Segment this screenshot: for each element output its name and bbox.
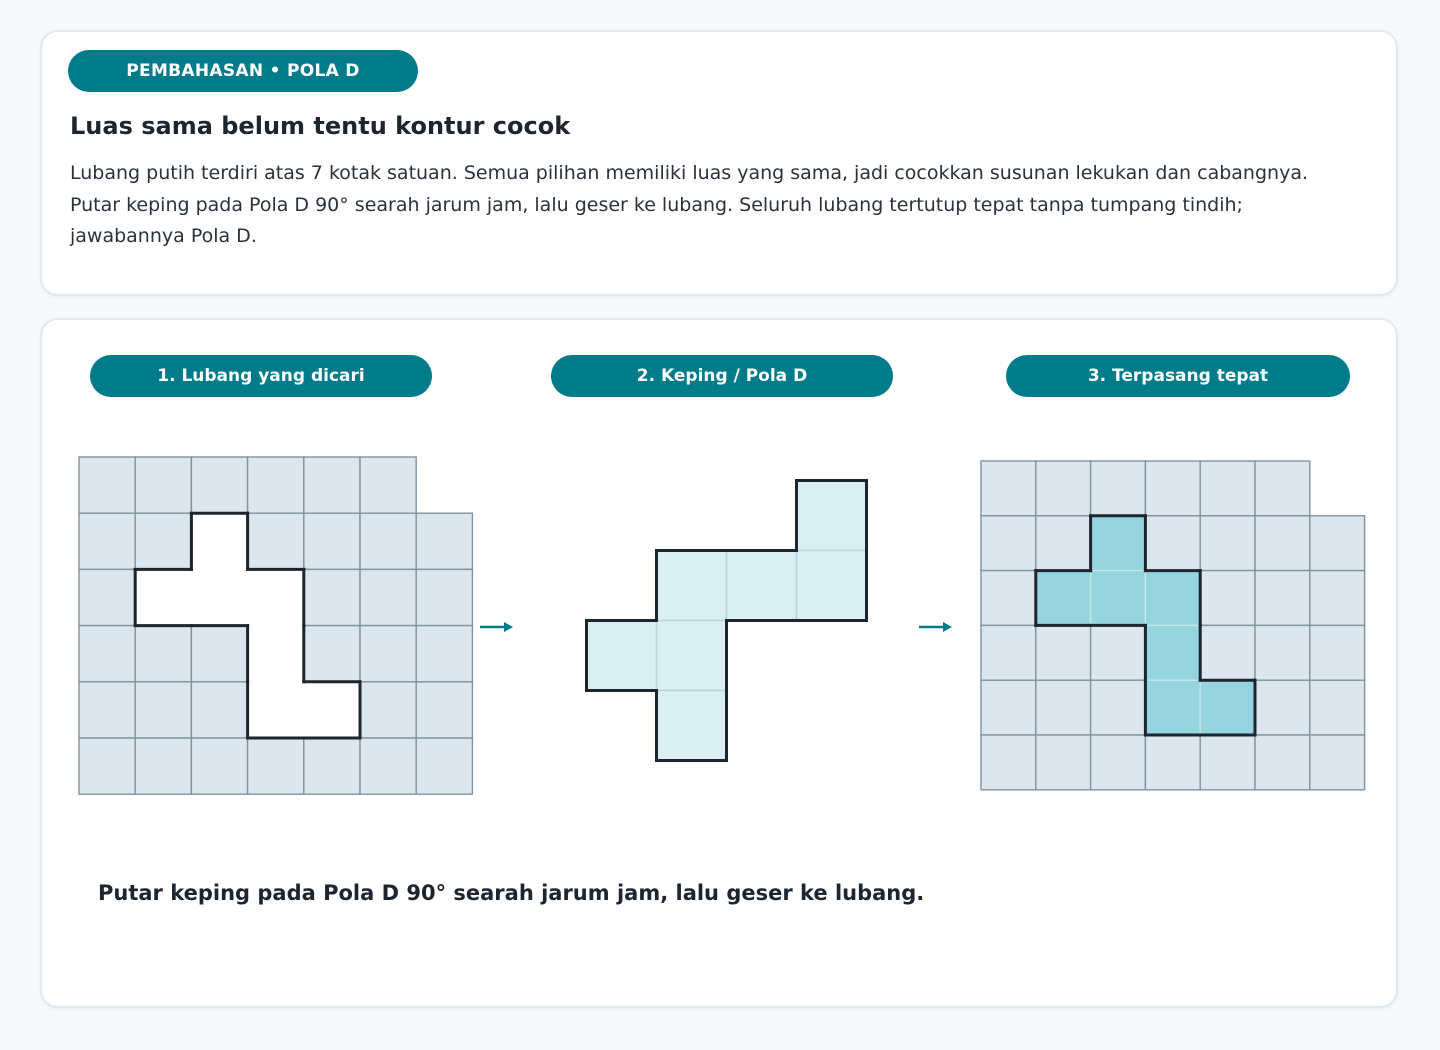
board-cell bbox=[1200, 571, 1255, 626]
board-cell bbox=[304, 569, 360, 625]
explanation-card bbox=[40, 30, 1398, 296]
board-cell bbox=[360, 569, 416, 625]
board-cell bbox=[304, 738, 360, 794]
piece-cell bbox=[657, 691, 727, 761]
board-cell bbox=[416, 513, 472, 569]
board-cell bbox=[1200, 461, 1255, 516]
board-cell bbox=[191, 738, 247, 794]
board-cell bbox=[1091, 680, 1146, 735]
board-cell bbox=[1091, 625, 1146, 680]
board-cell bbox=[248, 738, 304, 794]
fitted-piece-cell bbox=[1200, 680, 1255, 735]
hole-cell bbox=[191, 569, 247, 625]
board-cell bbox=[135, 738, 191, 794]
piece-cell bbox=[587, 621, 657, 691]
board-cell bbox=[416, 682, 472, 738]
step-label-fitted: 3. Terpasang tepat bbox=[1006, 355, 1350, 397]
board-cell bbox=[191, 457, 247, 513]
board-cell bbox=[360, 457, 416, 513]
fitted-piece-cell bbox=[1036, 571, 1091, 626]
fitted-piece-cell bbox=[1145, 571, 1200, 626]
board-cell bbox=[79, 569, 135, 625]
board-cell bbox=[135, 626, 191, 682]
board-cell bbox=[1091, 735, 1146, 790]
board-cell bbox=[79, 513, 135, 569]
board-cell bbox=[304, 513, 360, 569]
board-cell bbox=[1036, 461, 1091, 516]
hole-cell bbox=[304, 682, 360, 738]
board-cell bbox=[1310, 680, 1365, 735]
board-cell bbox=[248, 513, 304, 569]
piece-cell bbox=[797, 481, 867, 551]
board-cell bbox=[1255, 461, 1310, 516]
board-cell bbox=[79, 738, 135, 794]
fitted-board-diagram bbox=[980, 460, 1368, 792]
board-cell bbox=[1145, 516, 1200, 571]
board-cell bbox=[1255, 625, 1310, 680]
board-cell bbox=[416, 738, 472, 794]
board-cell bbox=[416, 626, 472, 682]
board-cell bbox=[79, 626, 135, 682]
board-cell bbox=[1310, 625, 1365, 680]
hole-board-diagram bbox=[78, 456, 474, 796]
board-cell bbox=[1255, 680, 1310, 735]
board-cell bbox=[1091, 461, 1146, 516]
board-cell bbox=[79, 457, 135, 513]
board-cell bbox=[304, 457, 360, 513]
piece-cell bbox=[657, 551, 727, 621]
board-cell bbox=[191, 682, 247, 738]
piece-cell bbox=[727, 551, 797, 621]
board-cell bbox=[1036, 680, 1091, 735]
board-cell bbox=[1255, 516, 1310, 571]
board-cell bbox=[1200, 625, 1255, 680]
board-cell bbox=[248, 457, 304, 513]
hole-cell bbox=[248, 626, 304, 682]
board-cell bbox=[135, 682, 191, 738]
board-cell bbox=[981, 571, 1036, 626]
piece-cell bbox=[657, 621, 727, 691]
board-cell bbox=[981, 625, 1036, 680]
hole-cell bbox=[248, 682, 304, 738]
fitted-piece-cell bbox=[1091, 516, 1146, 571]
instruction-caption: Putar keping pada Pola D 90° searah jarum jam, lalu geser ke lubang. bbox=[98, 881, 925, 905]
piece-cell bbox=[797, 551, 867, 621]
board-cell bbox=[1200, 735, 1255, 790]
board-cell bbox=[360, 682, 416, 738]
board-cell bbox=[191, 626, 247, 682]
hole-cell bbox=[191, 513, 247, 569]
board-cell bbox=[1255, 571, 1310, 626]
board-cell bbox=[1145, 461, 1200, 516]
board-cell bbox=[1310, 571, 1365, 626]
board-cell bbox=[981, 680, 1036, 735]
step-label-piece: 2. Keping / Pola D bbox=[551, 355, 893, 397]
hole-cell bbox=[135, 569, 191, 625]
board-cell bbox=[360, 513, 416, 569]
piece-pola-d-diagram bbox=[585, 479, 869, 763]
hole-cell bbox=[248, 569, 304, 625]
section-badge: PEMBAHASAN • POLA D bbox=[68, 50, 418, 92]
board-cell bbox=[1036, 516, 1091, 571]
board-cell bbox=[1310, 735, 1365, 790]
board-cell bbox=[981, 516, 1036, 571]
explanation-text: Lubang putih terdiri atas 7 kotak satuan. Semua pilihan memiliki luas yang sama, jadi cocokkan susunan lekukan dan cabangnya. Putar keping pada Pola D 90° searah jarum jam, lalu geser ke lubang. Seluruh lubang tertutup tepat tanpa tumpang tindih; jawabannya Pola D. bbox=[70, 162, 1308, 247]
arrow-right-icon bbox=[917, 618, 957, 636]
explanation-title: Luas sama belum tentu kontur cocok bbox=[70, 112, 571, 140]
board-cell bbox=[79, 682, 135, 738]
board-cell bbox=[1036, 625, 1091, 680]
board-cell bbox=[135, 457, 191, 513]
board-cell bbox=[981, 735, 1036, 790]
board-cell bbox=[416, 569, 472, 625]
board-cell bbox=[981, 461, 1036, 516]
fitted-piece-cell bbox=[1091, 571, 1146, 626]
board-cell bbox=[1036, 735, 1091, 790]
fitted-piece-cell bbox=[1145, 625, 1200, 680]
arrow-right-icon bbox=[478, 618, 518, 636]
board-cell bbox=[135, 513, 191, 569]
board-cell bbox=[1145, 735, 1200, 790]
step-label-hole: 1. Lubang yang dicari bbox=[90, 355, 432, 397]
board-cell bbox=[360, 626, 416, 682]
board-cell bbox=[1310, 516, 1365, 571]
board-cell bbox=[304, 626, 360, 682]
fitted-piece-cell bbox=[1145, 680, 1200, 735]
board-cell bbox=[360, 738, 416, 794]
board-cell bbox=[1200, 516, 1255, 571]
illustration-card bbox=[40, 318, 1398, 1008]
board-cell bbox=[1255, 735, 1310, 790]
